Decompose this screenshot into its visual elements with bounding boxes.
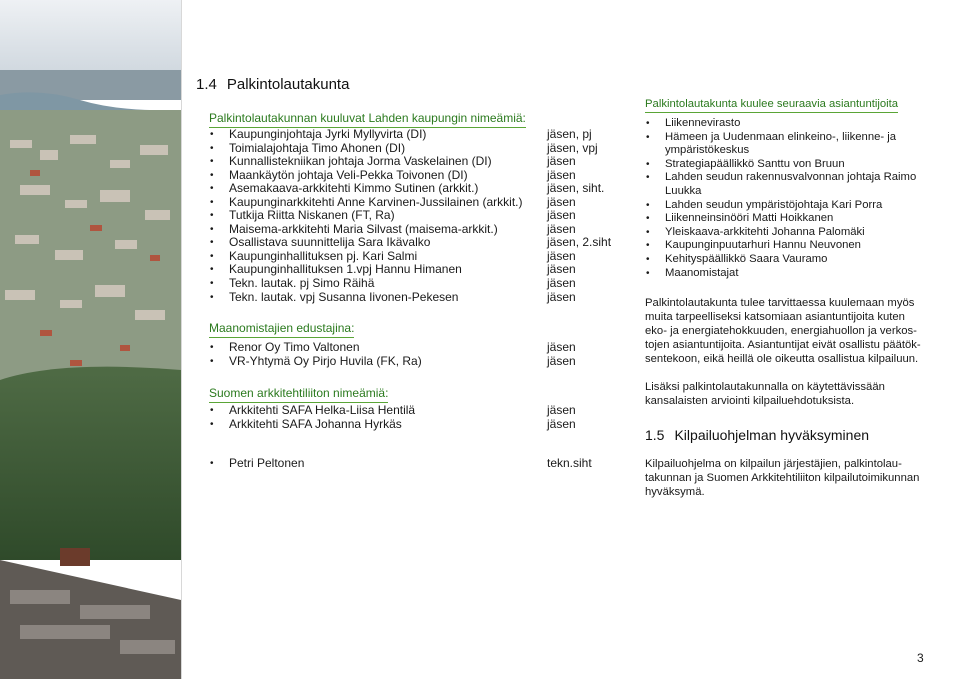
member-row <box>209 248 576 264</box>
member-role: jäsen, 2.siht <box>547 235 612 250</box>
paragraph-citizens <box>645 381 930 409</box>
group3-member-list <box>209 403 576 431</box>
expert-text: Hämeen ja Uudenmaan elinkeino-, liikenne- ja ympäristökeskus <box>665 130 897 157</box>
paragraph-approval <box>645 458 930 500</box>
member-role: jäsen <box>547 403 576 417</box>
member-role: jäsen, siht. <box>547 181 605 196</box>
paragraph-line: Kilpailuohjelma on kilpailun järjestäjien, palkintolau- <box>645 458 902 470</box>
paragraph-line: muita tarpeelliseksi katsomiaan asiantuntijoita kuten <box>645 310 905 323</box>
member-role: jäsen <box>547 167 576 182</box>
member-name: Kunnallistekniikan johtaja Jorma Vaskelainen (DI) <box>229 154 492 169</box>
bullet: • <box>210 196 214 208</box>
expert-text: Kehityspäällikkö Saara Vauramo <box>665 252 828 265</box>
bullet: • <box>210 342 214 353</box>
member-name: Maankäytön johtaja Veli-Pekka Toivonen (DI) <box>229 167 468 182</box>
bullet: • <box>210 291 214 303</box>
expert-item <box>645 239 925 253</box>
member-row <box>209 208 576 223</box>
bullet: • <box>646 118 650 129</box>
expert-text: Lahden seudun rakennusvalvonnan johtaja Raimo Luukka <box>665 171 917 197</box>
expert-item <box>645 171 925 198</box>
member-role: jäsen <box>547 248 576 263</box>
group1-member-list <box>209 127 612 304</box>
bullet: • <box>210 264 214 276</box>
group4-member-list <box>209 456 592 471</box>
experts-heading <box>645 98 898 110</box>
bullet: • <box>210 156 214 168</box>
bullet: • <box>210 142 214 154</box>
member-role: jäsen <box>547 154 576 169</box>
member-role: jäsen <box>547 289 576 304</box>
expert-item <box>645 267 925 281</box>
bullet: • <box>646 131 650 143</box>
expert-text: Strategiapäällikkö Santtu von Bruun <box>665 157 845 170</box>
expert-text: Liikennevirasto <box>665 117 741 129</box>
member-name: Arkkitehti SAFA Helka-Liisa Hentilä <box>229 403 416 417</box>
member-role: jäsen, pj <box>547 127 592 141</box>
column-separator <box>181 0 182 679</box>
bullet: • <box>210 278 214 290</box>
expert-item <box>645 131 925 158</box>
bullet: • <box>210 223 214 235</box>
member-name: Osallistava suunnittelija Sara Ikävalko <box>229 235 431 250</box>
experts-list <box>645 117 925 280</box>
member-name: Asemakaava-arkkitehti Kimmo Sutinen (arkkit.) <box>229 181 479 196</box>
member-row <box>209 340 576 355</box>
member-role: jäsen <box>547 340 576 354</box>
member-name: Renor Oy Timo Valtonen <box>229 340 360 354</box>
expert-item <box>645 117 925 131</box>
member-name: Maisema-arkkitehti Maria Silvast (maisema-arkkit.) <box>229 221 498 236</box>
member-row <box>209 416 576 432</box>
member-name: Toimialajohtaja Timo Ahonen (DI) <box>229 140 406 155</box>
member-name: Kaupunginhallituksen pj. Kari Salmi <box>229 248 418 263</box>
paragraph-line: Lisäksi palkintolautakunnalla on käytettävissään <box>645 381 885 393</box>
member-row <box>209 403 576 418</box>
bullet: • <box>646 240 650 252</box>
expert-item <box>645 253 925 267</box>
bullet: • <box>210 458 214 469</box>
member-row <box>209 167 576 183</box>
member-row <box>209 235 612 250</box>
expert-text: Kaupunginpuutarhuri Hannu Neuvonen <box>665 239 861 252</box>
paragraph-experts <box>645 297 930 367</box>
aerial-city-photo <box>0 0 181 679</box>
member-row <box>209 140 598 156</box>
bullet: • <box>646 199 650 211</box>
expert-item <box>645 212 925 226</box>
group2-heading-text: Maanomistajien edustajina: <box>209 321 355 335</box>
member-role: jäsen <box>547 416 576 431</box>
bullet: • <box>210 129 214 140</box>
bullet: • <box>646 226 650 238</box>
bullet: • <box>646 172 650 184</box>
bullet: • <box>210 418 214 430</box>
member-name: Tutkija Riitta Niskanen (FT, Ra) <box>229 208 395 223</box>
paragraph-line: Palkintolautakunta tulee tarvittaessa kuulemaan myös <box>645 297 915 309</box>
member-name: Kaupunginarkkitehti Anne Karvinen-Jussilainen (arkkit.) <box>229 194 523 209</box>
section2-number: 1.5 <box>645 427 665 443</box>
member-row <box>209 127 592 142</box>
experts-heading-text: Palkintolautakunta kuulee seuraavia asiantuntijoita <box>645 98 899 110</box>
member-row <box>209 456 592 471</box>
page-number: 3 <box>917 651 924 665</box>
member-role: jäsen <box>547 221 576 236</box>
member-name: VR-Yhtymä Oy Pirjo Huvila (FK, Ra) <box>229 353 422 368</box>
expert-item <box>645 199 925 213</box>
heading-underline <box>645 112 898 113</box>
bullet: • <box>210 250 214 262</box>
member-role: jäsen <box>547 208 576 223</box>
member-name: Petri Peltonen <box>229 456 305 470</box>
group3-heading-text: Suomen arkkitehtiliiton nimeämiä: <box>209 386 389 400</box>
bullet: • <box>210 355 214 367</box>
bullet: • <box>646 253 650 265</box>
expert-item <box>645 226 925 240</box>
section-heading <box>196 76 349 93</box>
expert-text: Yleiskaava-arkkitehti Johanna Palomäki <box>665 225 865 238</box>
bullet: • <box>646 267 650 279</box>
bullet: • <box>646 158 650 170</box>
member-row <box>209 154 576 169</box>
paragraph-line: tojen asiantuntijoita. Asiantuntijat eivät osallistu päätök- <box>645 338 921 351</box>
member-row <box>209 262 576 277</box>
expert-text: Liikenneinsinööri Matti Hoikkanen <box>665 212 834 225</box>
group3-heading <box>209 386 388 400</box>
bullet: • <box>210 237 214 249</box>
member-role: jäsen <box>547 353 576 368</box>
member-role: tekn.siht <box>547 456 592 470</box>
group1-heading-text: Palkintolautakunnan kuuluvat Lahden kaupungin nimeämiä: <box>209 111 526 125</box>
section-title: Palkintolautakunta <box>226 76 350 93</box>
expert-text: Maanomistajat <box>665 266 739 279</box>
member-role: jäsen <box>547 276 576 291</box>
paragraph-line: hyväksymä. <box>645 485 705 498</box>
member-role: jäsen <box>547 262 576 277</box>
paragraph-line: takunnan ja Suomen Arkkitehtiliiton kilpailutoimikunnan <box>645 471 920 484</box>
section-number: 1.4 <box>196 76 217 93</box>
bullet: • <box>210 210 214 222</box>
member-row <box>209 221 576 237</box>
member-name: Kaupunginjohtaja Jyrki Myllyvirta (DI) <box>229 127 427 141</box>
expert-text: Lahden seudun ympäristöjohtaja Kari Porra <box>665 198 883 211</box>
group1-heading <box>209 111 526 125</box>
bullet: • <box>210 183 214 195</box>
member-name: Tekn. lautak. vpj Susanna Iivonen-Pekesen <box>229 289 459 304</box>
paragraph-line: kansalaisten arviointi kilpailuehdotuksista. <box>645 394 855 407</box>
group2-heading <box>209 321 354 335</box>
member-name: Kaupunginhallituksen 1.vpj Hannu Himanen <box>229 262 462 277</box>
paragraph-line: sentekoon, eikä heillä ole oikeutta osallistua kilpailuun. <box>645 352 919 365</box>
bullet: • <box>210 405 214 416</box>
member-name: Arkkitehti SAFA Johanna Hyrkäs <box>229 416 402 431</box>
section2-heading <box>645 427 869 443</box>
group2-member-list <box>209 340 576 368</box>
member-row <box>209 194 576 210</box>
section2-title: Kilpailuohjelman hyväksyminen <box>674 427 870 443</box>
expert-item <box>645 158 925 172</box>
paragraph-line: eko- ja energiatehokkuuden, energiahuollon ja verkos- <box>645 324 917 337</box>
member-role: jäsen, vpj <box>547 140 598 155</box>
bullet: • <box>210 169 214 181</box>
bullet: • <box>646 213 650 225</box>
member-name: Tekn. lautak. pj Simo Räihä <box>229 276 375 291</box>
heading-underline <box>209 337 354 338</box>
member-row <box>209 181 605 196</box>
member-row <box>209 353 576 369</box>
member-row <box>209 289 576 305</box>
member-role: jäsen <box>547 194 576 209</box>
member-row <box>209 276 576 291</box>
